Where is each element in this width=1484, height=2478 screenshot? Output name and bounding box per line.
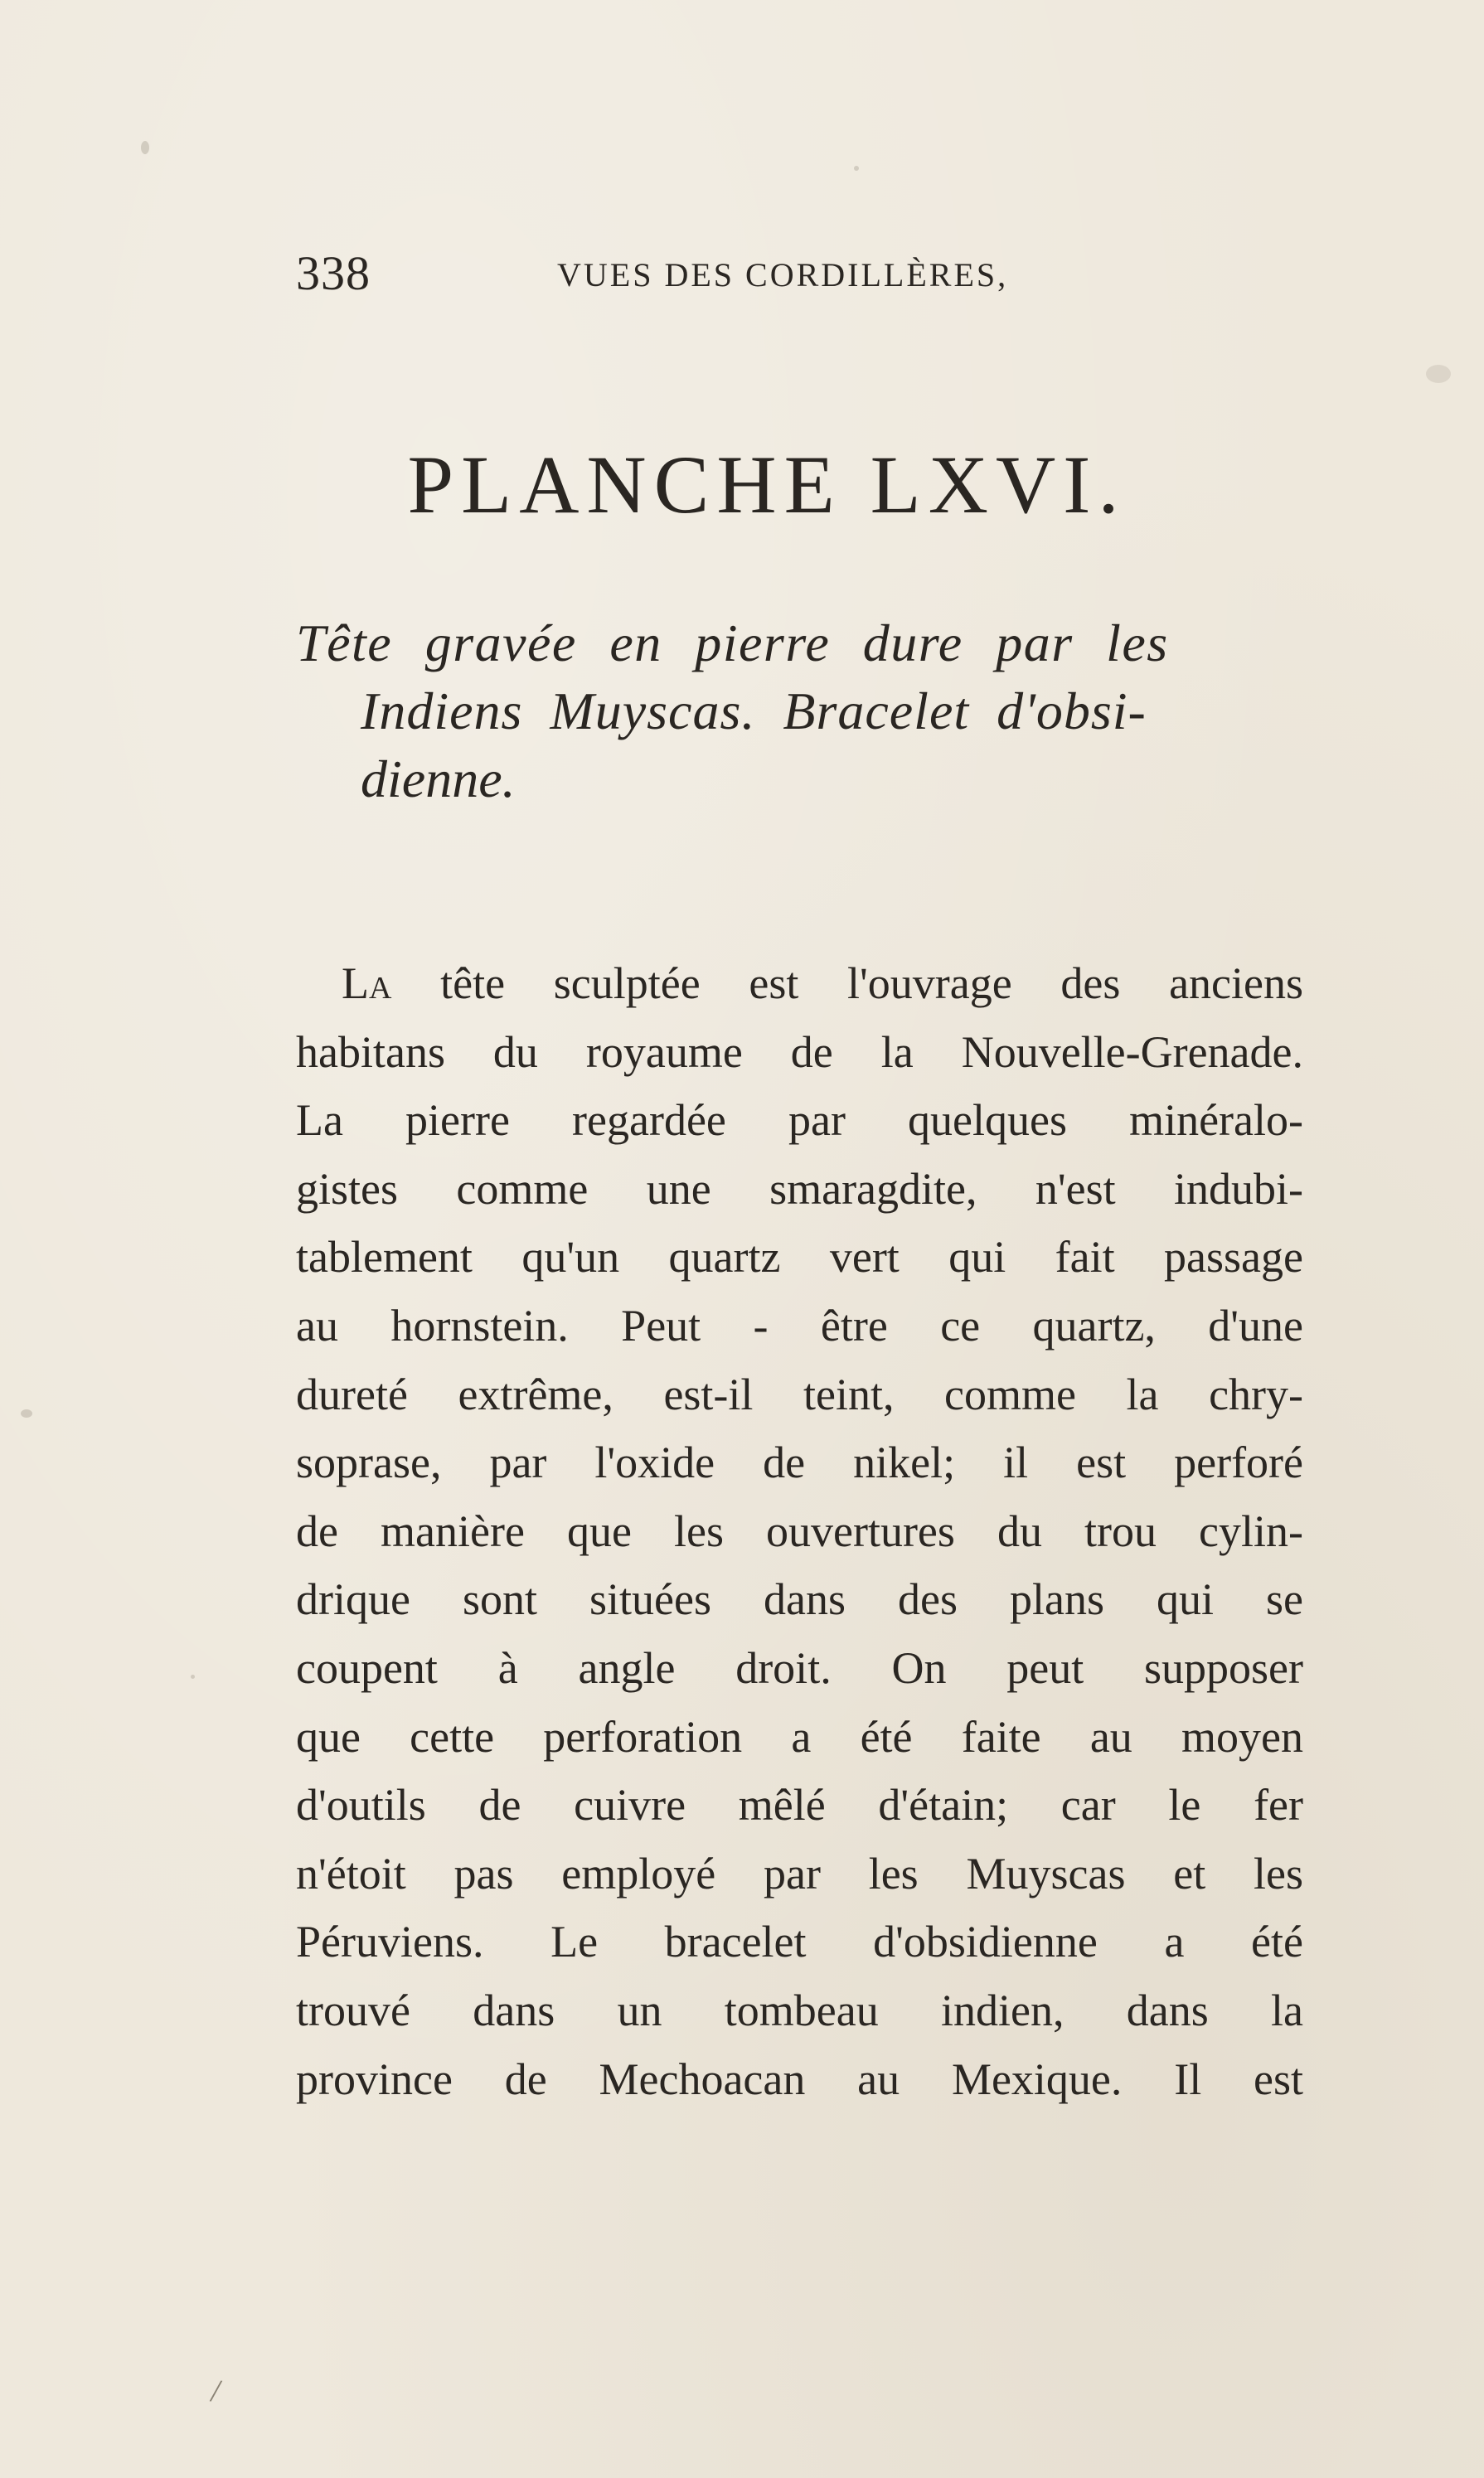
paper-speck (21, 1409, 32, 1418)
body-line: habitans du royaume de la Nouvelle-Grenade. (296, 1026, 1303, 1077)
margin-pencil-mark: / (208, 2371, 224, 2410)
body-line: n'étoit pas employé par les Muyscas et les (296, 1848, 1303, 1899)
running-head (296, 245, 1208, 303)
caption-line: Indiens Muyscas. Bracelet d'obsi- (361, 681, 1147, 740)
body-line: tablement qu'un quartz vert qui fait passage (296, 1232, 1303, 1283)
plate-caption (296, 609, 1299, 813)
body-line: soprase, par l'oxide de nikel; il est perforé (296, 1438, 1303, 1488)
body-line: dureté extrême, est-il teint, comme la chry- (296, 1369, 1303, 1419)
caption-line: Tête gravée en pierre dure par les (296, 613, 1169, 672)
plate-title: PLANCHE LXVI. (407, 439, 1127, 531)
lead-word: La (342, 958, 392, 1008)
caption-line: dienne. (361, 749, 516, 808)
paper-speck (191, 1675, 195, 1679)
body-line: d'outils de cuivre mêlé d'étain; car le fer (296, 1780, 1303, 1831)
body-line: province de Mechoacan au Mexique. Il est (296, 2054, 1303, 2104)
body-line-text: tête sculptée est l'ouvrage des anciens (391, 958, 1303, 1008)
paper-speck (854, 166, 859, 171)
body-paragraph (296, 949, 1303, 2113)
body-line: coupent à angle droit. On peut supposer (296, 1642, 1303, 1693)
body-line: que cette perforation a été faite au moyen (296, 1711, 1303, 1762)
body-line: trouvé dans un tombeau indien, dans la (296, 1985, 1303, 2035)
body-line: gistes comme une smaragdite, n'est indubi- (296, 1163, 1303, 1214)
body-line: au hornstein. Peut - être ce quartz, d'une (296, 1300, 1303, 1351)
body-line (296, 949, 1303, 1018)
body-line: La pierre regardée par quelques minéralo- (296, 1095, 1303, 1146)
body-line: de manière que les ouvertures du trou cylin- (296, 1506, 1303, 1556)
body-line: Péruviens. Le bracelet d'obsidienne a été (296, 1917, 1303, 1967)
page-number: 338 (296, 246, 371, 300)
paper-speck (141, 141, 149, 154)
body-line: drique sont situées dans des plans qui se (296, 1574, 1303, 1625)
running-title: VUES DES CORDILLÈRES, (557, 256, 1009, 293)
paper-speck (1426, 365, 1451, 383)
